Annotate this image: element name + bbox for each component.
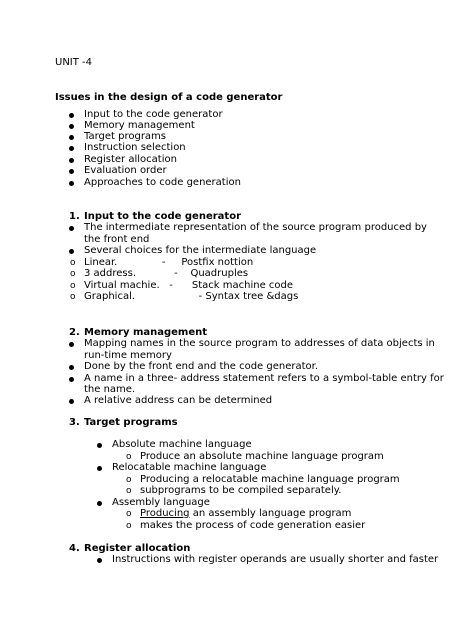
list-item: Evaluation order <box>84 165 167 176</box>
list-item: Instruction selection <box>84 142 186 153</box>
bullet-icon <box>97 443 102 448</box>
bullet-icon <box>69 158 74 163</box>
circle-bullet-icon: o <box>70 258 76 268</box>
underlined-word: Producing <box>140 508 190 519</box>
section-number: 3. <box>69 417 80 428</box>
sub-item: Produce an absolute machine language program <box>140 451 384 462</box>
bullet-icon <box>69 169 74 174</box>
list-item: Memory management <box>84 120 195 131</box>
section-number: 2. <box>69 327 80 338</box>
circle-bullet-icon: o <box>126 486 132 496</box>
list-item: Done by the front end and the code generator. <box>84 361 319 372</box>
sub-item: Linear. - Postfix nottion <box>84 257 254 268</box>
section-number: 1. <box>69 211 80 222</box>
list-item: Mapping names in the source program to addresses of data objects in <box>84 338 435 349</box>
bullet-icon <box>97 501 102 506</box>
list-item: Absolute machine language <box>112 439 252 450</box>
bullet-icon <box>69 113 74 118</box>
sub-item: Producing a relocatable machine language program <box>140 474 400 485</box>
sub-item: 3 address. - Quadruples <box>84 268 249 279</box>
circle-bullet-icon: o <box>70 292 76 302</box>
bullet-icon <box>69 181 74 186</box>
sub-item: makes the process of code generation easier <box>140 520 366 531</box>
list-item-continuation: the name. <box>84 384 136 395</box>
bullet-icon <box>69 226 74 231</box>
section-heading: Register allocation <box>84 543 191 554</box>
list-item: Several choices for the intermediate language <box>84 245 317 256</box>
bullet-icon <box>69 399 74 404</box>
circle-bullet-icon: o <box>70 269 76 279</box>
circle-bullet-icon: o <box>126 521 132 531</box>
list-item-continuation: the front end <box>84 234 150 245</box>
sub-item: subprograms to be compiled separately. <box>140 485 342 496</box>
circle-bullet-icon: o <box>126 452 132 462</box>
list-item: Register allocation <box>84 154 177 165</box>
list-item: The intermediate representation of the source program produced by <box>84 222 427 233</box>
bullet-icon <box>69 365 74 370</box>
unit-label: UNIT -4 <box>55 57 93 68</box>
bullet-icon <box>69 249 74 254</box>
bullet-icon <box>69 135 74 140</box>
circle-bullet-icon: o <box>126 475 132 485</box>
section-number: 4. <box>69 543 80 554</box>
list-item: Input to the code generator <box>84 109 223 120</box>
list-item-continuation: run-time memory <box>84 350 172 361</box>
list-item: Instructions with register operands are usually shorter and faster <box>112 554 439 565</box>
section-heading: Memory management <box>84 327 208 338</box>
list-item: A relative address can be determined <box>84 395 273 406</box>
section-heading: Input to the code generator <box>84 211 241 222</box>
bullet-icon <box>97 558 102 563</box>
section-heading: Target programs <box>84 417 178 428</box>
list-item: Approaches to code generation <box>84 177 241 188</box>
list-item: A name in a three- address statement refers to a symbol-table entry for <box>84 373 444 384</box>
sub-item <box>140 508 351 520</box>
list-item: Relocatable machine language <box>112 462 267 473</box>
list-item: Assembly language <box>112 497 210 508</box>
bullet-icon <box>69 124 74 129</box>
sub-item: Graphical. - Syntax tree &dags <box>84 291 299 302</box>
sub-item-text: an assembly language program <box>189 508 352 519</box>
bullet-icon <box>97 466 102 471</box>
sub-item: Virtual machie. - Stack machine code <box>84 280 294 291</box>
issues-heading: Issues in the design of a code generator <box>55 92 283 103</box>
circle-bullet-icon: o <box>70 281 76 291</box>
bullet-icon <box>69 342 74 347</box>
list-item: Target programs <box>84 131 167 142</box>
bullet-icon <box>69 377 74 382</box>
circle-bullet-icon: o <box>126 509 132 519</box>
bullet-icon <box>69 146 74 151</box>
